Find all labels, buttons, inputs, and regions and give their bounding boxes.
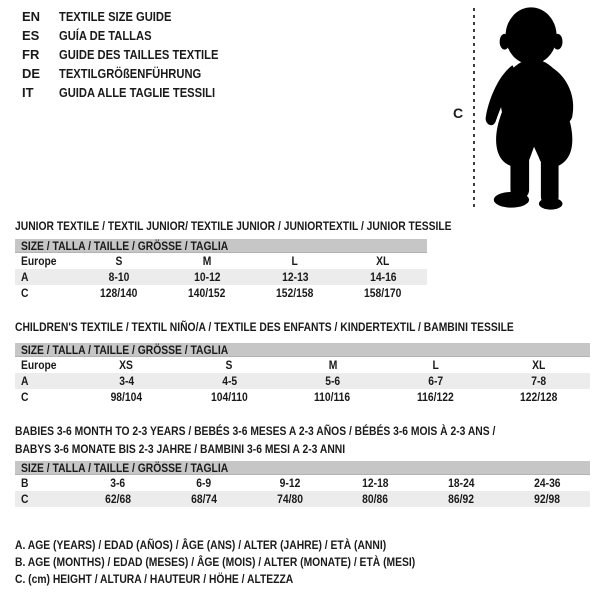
language-title: TEXTILE SIZE GUIDE — [59, 9, 172, 24]
row-label: Europe — [21, 358, 57, 372]
language-title: GUIDE DES TAILLES TEXTILE — [59, 47, 219, 62]
table-cell: 86/92 — [448, 492, 475, 506]
table-cell: 24-36 — [533, 476, 561, 490]
table-cell: 74/80 — [276, 492, 303, 506]
table-header-bar — [15, 343, 590, 357]
row-label: A — [21, 374, 29, 388]
row-label: C — [21, 286, 29, 300]
language-code: FR — [22, 47, 40, 62]
table-cell: L — [291, 254, 299, 268]
table-row — [15, 389, 590, 405]
language-title: GUÍA DE TALLAS — [59, 28, 152, 43]
row-label: C — [21, 390, 29, 404]
language-row-es — [22, 26, 244, 45]
legend-line-c: C. (cm) HEIGHT / ALTURA / HAUTEUR / HÖHE / ALTEZZA — [15, 572, 294, 586]
table-cell: 3-6 — [110, 476, 126, 490]
height-measure-label: C — [453, 105, 464, 121]
table-header-label: SIZE / TALLA / TAILLE / GRÖSSE / TAGLIA — [21, 461, 229, 475]
language-list — [22, 7, 244, 102]
table-cell: 68/74 — [190, 492, 217, 506]
table-cell: 110/116 — [314, 390, 351, 404]
table-header-bar — [15, 461, 590, 475]
table-cell: 152/158 — [276, 286, 314, 300]
table-header-label: SIZE / TALLA / TAILLE / GRÖSSE / TAGLIA — [21, 343, 229, 357]
table-cell: 140/152 — [188, 286, 226, 300]
table-cell: 158/170 — [364, 286, 402, 300]
row-label: B — [21, 476, 29, 490]
measurement-legend — [15, 537, 480, 588]
table-cell: 116/122 — [417, 390, 454, 404]
table-cell: 122/128 — [519, 390, 558, 404]
language-code: ES — [22, 28, 40, 43]
language-code: EN — [22, 9, 41, 24]
section-babies-title — [15, 422, 574, 458]
table-cell: M — [202, 254, 212, 268]
table-header-label: SIZE / TALLA / TAILLE / GRÖSSE / TAGLIA — [21, 239, 229, 253]
height-measure-dotted-line — [473, 8, 475, 208]
language-row-en — [22, 7, 244, 26]
language-code: DE — [22, 66, 41, 81]
children-size-table — [15, 343, 590, 405]
table-cell: S — [115, 254, 123, 268]
language-code: IT — [22, 85, 34, 100]
language-title: GUIDA ALLE TAGLIE TESSILI — [59, 85, 216, 100]
section-title-line-2: BABYS 3-6 MONATE BIS 2-3 JAHRE / BAMBINI 3-6 MESI A 2-3 ANNI — [15, 442, 346, 456]
section-title-line-1: BABIES 3-6 MONTH TO 2-3 YEARS / BEBÉS 3-6 MESES A 2-3 AÑOS / BÉBÉS 3-6 MOIS À 2-3 ANS / — [15, 424, 496, 438]
legend-line-a: A. AGE (YEARS) / EDAD (AÑOS) / ÂGE (ANS) / ALTER (JAHRE) / ETÀ (ANNI) — [15, 538, 387, 552]
table-cell: 6-9 — [196, 476, 212, 490]
table-cell: 92/98 — [534, 492, 560, 506]
language-title: TEXTILGRÖßENFÜHRUNG — [59, 66, 202, 81]
table-cell: M — [328, 358, 337, 372]
section-title: CHILDREN'S TEXTILE / TEXTIL NIÑO/A / TEXTILE DES ENFANTS / KINDERTEXTIL / BAMBINI TESSILE — [15, 320, 514, 334]
table-cell: 8-10 — [108, 270, 130, 284]
table-cell: 62/68 — [104, 492, 131, 506]
table-row — [15, 475, 590, 491]
junior-size-table — [15, 239, 427, 301]
table-row — [15, 491, 590, 507]
table-row — [15, 269, 427, 285]
table-cell: 7-8 — [531, 374, 546, 388]
section-children-title — [15, 318, 595, 336]
table-row — [15, 253, 427, 269]
table-cell: 5-6 — [325, 374, 340, 388]
table-cell: 12-13 — [281, 270, 309, 284]
section-title: JUNIOR TEXTILE / TEXTIL JUNIOR/ TEXTILE JUNIOR / JUNIORTEXTIL / JUNIOR TESSILE — [15, 219, 452, 233]
table-cell: XL — [531, 358, 546, 372]
table-cell: 14-16 — [369, 270, 397, 284]
table-cell: 9-12 — [279, 476, 300, 490]
table-cell: S — [226, 358, 233, 372]
legend-line-b: B. AGE (MONTHS) / EDAD (MESES) / ÂGE (MOIS) / ALTER (MONATE) / ETÀ (MESI) — [15, 555, 416, 569]
table-cell: 104/110 — [211, 390, 248, 404]
table-cell: 98/104 — [110, 390, 143, 404]
baby-silhouette — [481, 4, 589, 211]
table-cell: 128/140 — [100, 286, 138, 300]
table-cell: 80/86 — [362, 492, 389, 506]
table-row — [15, 285, 427, 301]
table-cell: 12-18 — [362, 476, 389, 490]
language-row-it — [22, 83, 244, 102]
row-label: C — [21, 492, 29, 506]
table-cell: L — [432, 358, 439, 372]
table-cell: 10-12 — [193, 270, 221, 284]
table-cell: XS — [119, 358, 134, 372]
table-cell: 3-4 — [119, 374, 134, 388]
table-row — [15, 357, 590, 373]
row-label: Europe — [21, 254, 57, 268]
table-cell: 18-24 — [448, 476, 475, 490]
row-label: A — [21, 270, 29, 284]
table-header-bar — [15, 239, 427, 253]
section-junior-title — [15, 217, 523, 235]
table-row — [15, 373, 590, 389]
language-row-de — [22, 64, 244, 83]
table-cell: 4-5 — [222, 374, 237, 388]
table-cell: XL — [376, 254, 390, 268]
babies-size-table — [15, 461, 590, 507]
table-cell: 6-7 — [428, 374, 443, 388]
language-row-fr — [22, 45, 244, 64]
